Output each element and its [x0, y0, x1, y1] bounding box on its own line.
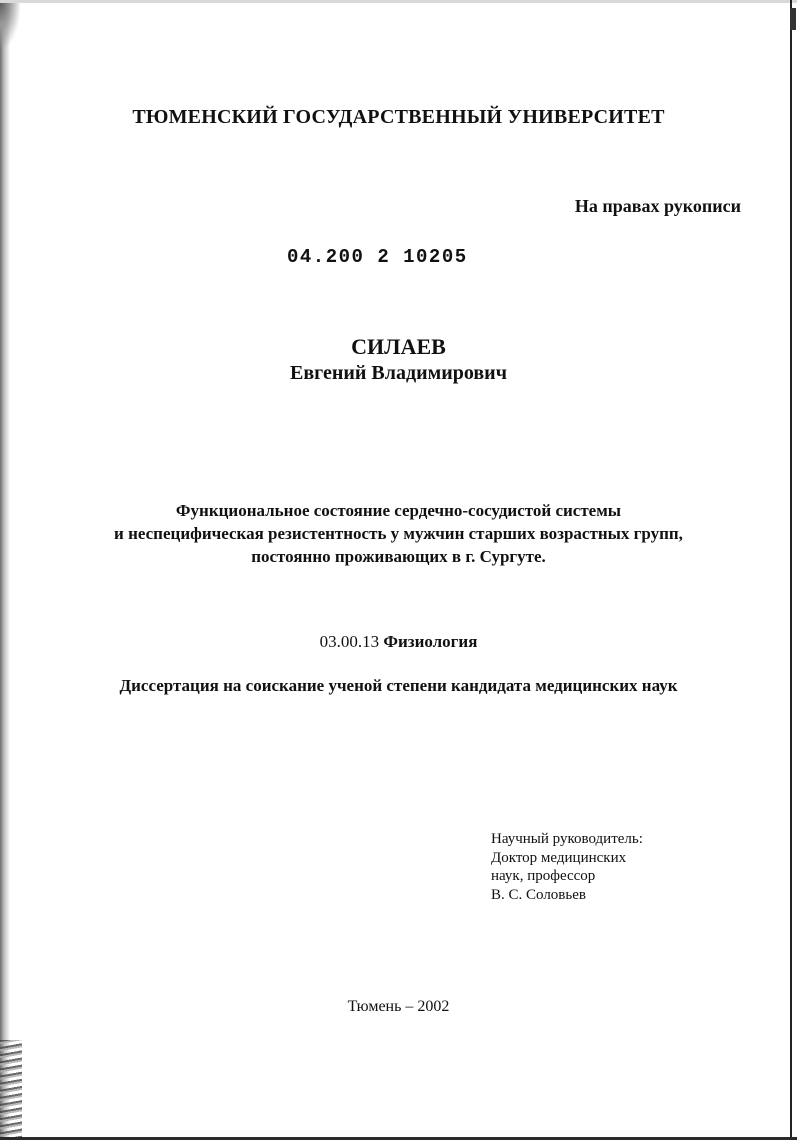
title-line-2: и неспецифическая резистентность у мужчин старших возрастных групп,: [114, 524, 683, 543]
scan-corner-bottom-left: [0, 1040, 22, 1140]
scan-edge-right: [790, 0, 792, 1140]
supervisor-label: Научный руководитель:: [491, 831, 643, 847]
supervisor-degree-1: Доктор медицинских: [491, 849, 627, 866]
specialty-name: Физиология: [383, 632, 478, 651]
scan-mark-top-right: [790, 8, 796, 30]
manuscript-note: На правах рукописи: [574, 196, 741, 216]
university-heading: ТЮМЕНСКИЙ ГОСУДАРСТВЕННЫЙ УНИВЕРСИТЕТ: [132, 106, 665, 128]
degree-statement: Диссертация на соискание ученой степени кандидата медицинских наук: [119, 676, 678, 695]
supervisor-degree-2: наук, профессор: [491, 868, 596, 884]
supervisor-block: [491, 830, 643, 904]
supervisor-name: В. С. Соловьев: [491, 886, 586, 903]
specialty-code: 03.00.13: [319, 632, 380, 651]
scan-edge-top: [0, 0, 797, 3]
title-line-3: постоянно проживающих в г. Сургуте.: [251, 547, 546, 566]
title-line-1: Функциональное состояние сердечно-сосудистой системы: [175, 501, 622, 520]
specialty: [0, 632, 797, 652]
scan-edge-left: [0, 0, 10, 1140]
author-name: Евгений Владимирович: [290, 362, 507, 384]
author-surname: СИЛАЕВ: [351, 334, 446, 359]
city-year: Тюмень – 2002: [347, 998, 450, 1015]
dissertation-title: [0, 499, 797, 568]
scan-corner-top-left: [0, 0, 20, 48]
stamp-number: 04.200 2 10205: [287, 246, 468, 268]
